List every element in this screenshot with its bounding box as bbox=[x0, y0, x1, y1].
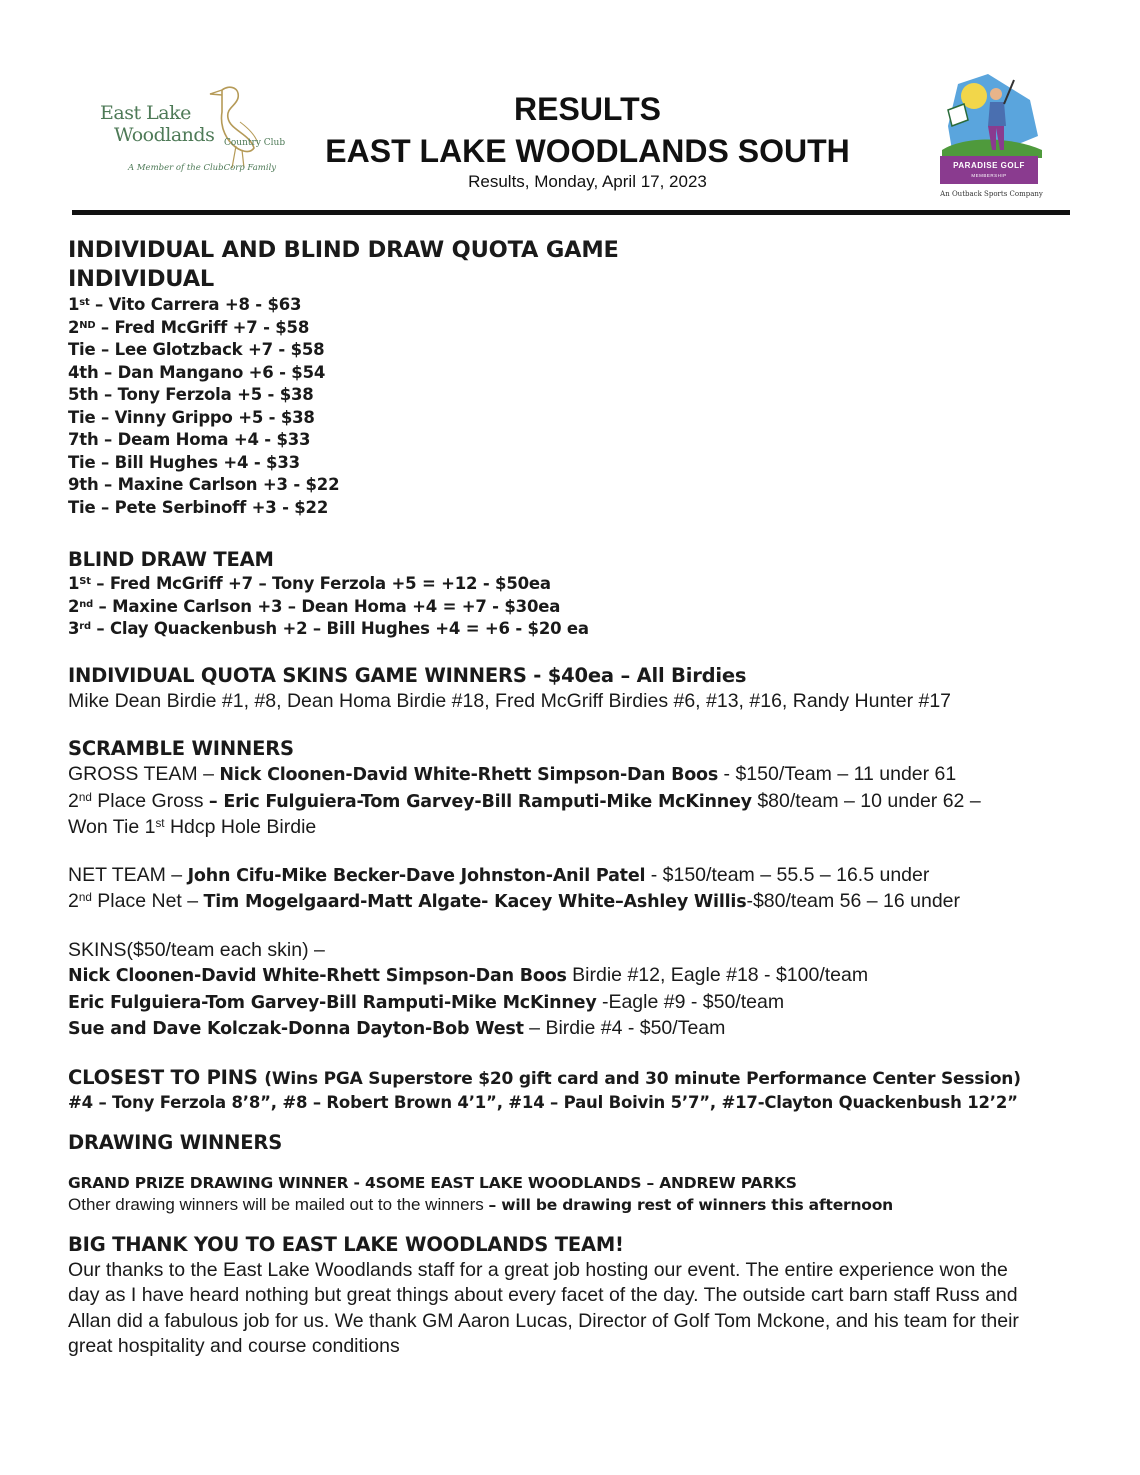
section-heading-drawing: DRAWING WINNERS bbox=[68, 1131, 283, 1154]
logo-badge: PARADISE GOLF MEMBERSHIP bbox=[940, 156, 1038, 184]
result-row: Tie – Pete Serbinoff +3 - $22 bbox=[68, 497, 329, 517]
result-row: 1St – Fred McGriff +7 – Tony Ferzola +5 = +12 - $50ea bbox=[68, 574, 551, 593]
section-heading-closest: CLOSEST TO PINS (Wins PGA Superstore $20 gift card and 30 minute Performance Center Session) bbox=[68, 1065, 1021, 1089]
thanks-paragraph: Our thanks to the East Lake Woodlands staff for a great job hosting our event. The entire experience won the day as I have heard nothing but great things about every facet of the day. The outside cart barn staff Russ and Allan did a fabulous job for us. We thank GM Aaron Lucas, Director of Golf Tom Mckone, and his team for their great hospitality and course conditions bbox=[68, 1259, 1019, 1357]
result-row: 3rd – Clay Quackenbush +2 – Bill Hughes +4 = +6 - $20 ea bbox=[68, 619, 589, 638]
logo-club-name: East Lake Woodlands bbox=[100, 102, 215, 146]
result-row: 4th – Dan Mangano +6 - $54 bbox=[68, 362, 326, 382]
golfer-icon bbox=[934, 70, 1049, 160]
scramble-skins-row: Sue and Dave Kolczak-Donna Dayton-Bob West – Birdie #4 - $50/Team bbox=[68, 1017, 726, 1039]
page-title: RESULTS bbox=[514, 91, 661, 127]
closest-to-pins-winners: #4 – Tony Ferzola 8’8”, #8 – Robert Brown 4’1”, #14 – Paul Boivin 5’7”, #17-Clayton Quackenbush 12’2” bbox=[68, 1092, 1018, 1112]
east-lake-woodlands-logo bbox=[96, 82, 286, 182]
result-row: Tie – Bill Hughes +4 - $33 bbox=[68, 452, 300, 472]
header-divider bbox=[72, 210, 1070, 215]
logo-country-club: Country Club bbox=[224, 138, 286, 148]
page-date: Results, Monday, April 17, 2023 bbox=[468, 172, 707, 191]
scramble-gross-second: 2nd Place Gross – Eric Fulguiera-Tom Garvey-Bill Ramputi-Mike McKinney $80/team – 10 under 62 – bbox=[68, 789, 981, 812]
result-row: Tie – Lee Glotzback +7 - $58 bbox=[68, 340, 325, 359]
paradise-golf-logo bbox=[934, 70, 1049, 205]
scramble-gross-tie-note: Won Tie 1st Hdcp Hole Birdie bbox=[68, 816, 317, 838]
result-row: 2ND – Fred McGriff +7 - $58 bbox=[68, 317, 310, 337]
section-heading-skins-quota: INDIVIDUAL QUOTA SKINS GAME WINNERS - $40ea – All Birdies bbox=[68, 663, 747, 687]
result-row: Tie – Vinny Grippo +5 - $38 bbox=[68, 407, 315, 427]
result-row: 1st – Vito Carrera +8 - $63 bbox=[68, 295, 302, 314]
scramble-net-team: NET TEAM – John Cifu-Mike Becker-Dave Johnston-Anil Patel - $150/team – 55.5 – 16.5 under bbox=[68, 863, 930, 886]
results-body bbox=[68, 236, 1068, 1359]
result-row: 9th – Maxine Carlson +3 - $22 bbox=[68, 475, 340, 494]
document-header bbox=[0, 0, 1140, 220]
logo-right-tagline: An Outback Sports Company bbox=[940, 190, 1043, 198]
title-block bbox=[300, 90, 875, 192]
grand-prize-winner: GRAND PRIZE DRAWING WINNER - 4SOME EAST LAKE WOODLANDS – ANDREW PARKS bbox=[68, 1174, 797, 1192]
page-title-course: EAST LAKE WOODLANDS SOUTH bbox=[325, 133, 850, 169]
section-heading-thanks: BIG THANK YOU TO EAST LAKE WOODLANDS TEAM! bbox=[68, 1233, 624, 1256]
scramble-net-second: 2nd Place Net – Tim Mogelgaard-Matt Algate- Kacey White–Ashley Willis-$80/team 56 – 16 under bbox=[68, 890, 961, 912]
section-subheading-individual: INDIVIDUAL bbox=[68, 266, 215, 292]
logo-tagline: A Member of the ClubCorp Family bbox=[128, 163, 277, 173]
other-drawing-winners: Other drawing winners will be mailed out to the winners – will be drawing rest of winners this afternoon bbox=[68, 1195, 894, 1214]
closest-prize-note: (Wins PGA Superstore $20 gift card and 30 minute Performance Center Session) bbox=[264, 1068, 1021, 1089]
result-row: 2nd – Maxine Carlson +3 – Dean Homa +4 = +7 - $30ea bbox=[68, 596, 561, 616]
scramble-skins-row: Nick Cloonen-David White-Rhett Simpson-Dan Boos Birdie #12, Eagle #18 - $100/team bbox=[68, 964, 869, 986]
individual-results-list bbox=[68, 294, 1068, 519]
scramble-skins-row: Eric Fulguiera-Tom Garvey-Bill Ramputi-Mike McKinney -Eagle #9 - $50/team bbox=[68, 990, 785, 1013]
scramble-gross-team: GROSS TEAM – Nick Cloonen-David White-Rhett Simpson-Dan Boos - $150/Team – 11 under 61 bbox=[68, 763, 957, 785]
skins-quota-winners: Mike Dean Birdie #1, #8, Dean Homa Birdie #18, Fred McGriff Birdies #6, #13, #16, Randy Hunter #17 bbox=[68, 689, 952, 712]
section-heading-quota: INDIVIDUAL AND BLIND DRAW QUOTA GAME bbox=[68, 237, 619, 263]
blind-draw-results-list bbox=[68, 573, 1068, 641]
section-heading-blind-draw: BLIND DRAW TEAM bbox=[68, 548, 274, 571]
result-row: 7th – Deam Homa +4 - $33 bbox=[68, 430, 311, 449]
scramble-skins-label: SKINS($50/team each skin) – bbox=[68, 938, 325, 961]
section-heading-scramble: SCRAMBLE WINNERS bbox=[68, 737, 294, 760]
result-row: 5th – Tony Ferzola +5 - $38 bbox=[68, 385, 314, 404]
